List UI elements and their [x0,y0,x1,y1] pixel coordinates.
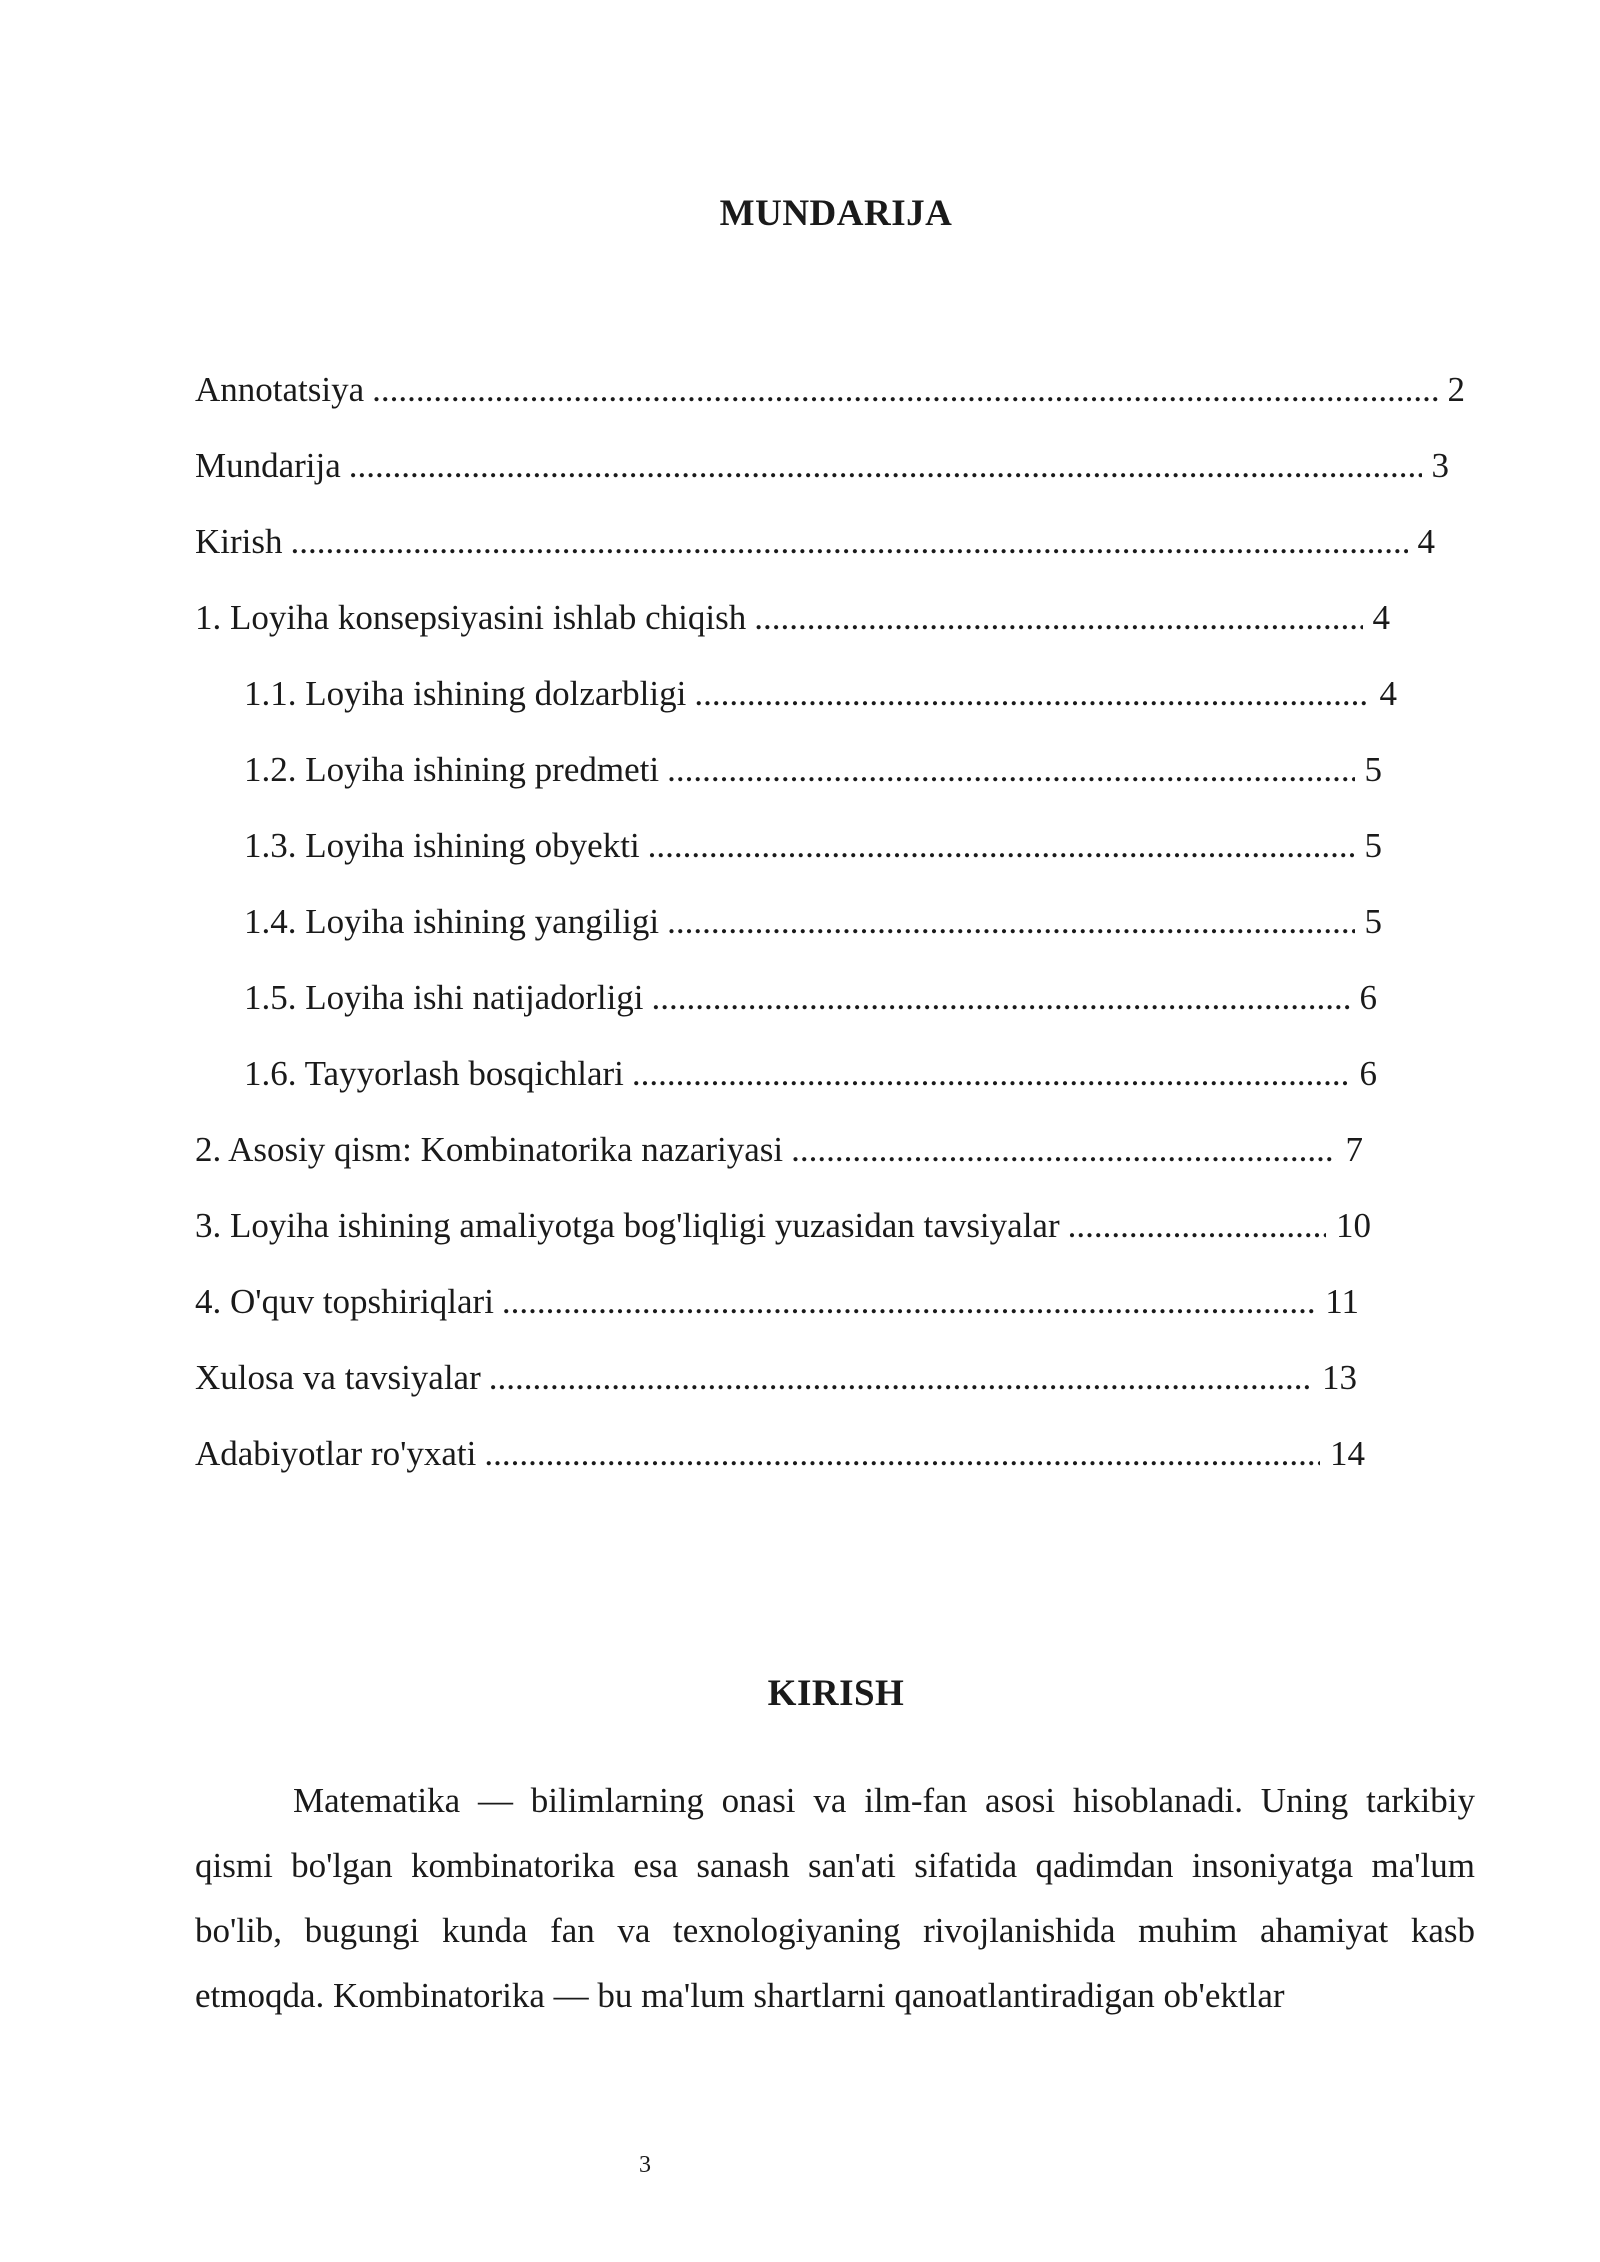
toc-entry-title: 1.3. Loyiha ishining obyekti [244,826,640,865]
toc-entry-title: 1.1. Loyiha ishining dolzarbligi [244,674,687,713]
toc-entry-page: 14 [1330,1434,1365,1473]
toc-entry-title: 1.6. Tayyorlash bosqichlari [244,1054,624,1093]
toc-entry-page: 2 [1447,370,1465,409]
toc-entry-title: 2. Asosiy qism: Kombinatorika nazariyasi [195,1130,784,1169]
toc-entry-title: Adabiyotlar ro'yxati [195,1434,477,1473]
toc-leader-dots [632,1052,1350,1096]
toc-entry-page: 7 [1345,1130,1363,1169]
toc-leader-dots [372,368,1437,412]
toc-entry-page: 4 [1372,598,1390,637]
toc-entry[interactable] [195,1356,1357,1400]
toc-entry-page: 5 [1364,750,1382,789]
toc-entry-page: 11 [1325,1282,1359,1321]
toc-entry[interactable] [195,520,1435,564]
toc-entry-page: 6 [1359,1054,1377,1093]
toc-leader-dots [667,748,1354,792]
toc-entry-title: Xulosa va tavsiyalar [195,1358,481,1397]
toc-entry[interactable] [195,1128,1363,1172]
toc-entry-page: 6 [1359,978,1377,1017]
toc-entry-page: 5 [1364,902,1382,941]
toc-entry-title: Mundarija [195,446,341,485]
toc-entry[interactable] [195,1280,1359,1324]
toc-entry-title: 1. Loyiha konsepsiyasini ishlab chiqish [195,598,747,637]
toc-entry[interactable] [195,1432,1365,1476]
toc-entry-page: 5 [1364,826,1382,865]
toc-entry-page: 13 [1322,1358,1357,1397]
toc-entry[interactable] [244,824,1382,868]
toc-leader-dots [667,900,1354,944]
toc-leader-dots [291,520,1408,564]
toc-leader-dots [694,672,1369,716]
toc-entry[interactable] [195,368,1465,412]
toc-entry-title: 4. O'quv topshiriqlari [195,1282,494,1321]
toc-leader-dots [502,1280,1315,1324]
toc-entry[interactable] [244,748,1382,792]
toc-entry-page: 4 [1379,674,1397,713]
toc-entry-title: 3. Loyiha ishining amaliyotga bog'liqligi yuzasidan tavsiyalar [195,1206,1060,1245]
page-number: 3 [639,2152,651,2178]
toc-leader-dots [349,444,1422,488]
toc-leader-dots [791,1128,1335,1172]
toc-entry-title: 1.5. Loyiha ishi natijadorligi [244,978,644,1017]
toc-leader-dots [484,1432,1320,1476]
toc-heading: MUNDARIJA [719,193,953,234]
toc-entry[interactable] [195,596,1390,640]
toc-entry[interactable] [244,1052,1377,1096]
toc-entry-page: 4 [1417,522,1435,561]
toc-entry[interactable] [244,900,1382,944]
toc-leader-dots [754,596,1362,640]
toc-entry[interactable] [244,976,1377,1020]
toc-entry-title: Kirish [195,522,283,561]
toc-entry-title: 1.2. Loyiha ishining predmeti [244,750,660,789]
toc-entry[interactable] [195,444,1449,488]
toc-leader-dots [489,1356,1312,1400]
toc-entry-title: 1.4. Loyiha ishining yangiligi [244,902,660,941]
toc-entry-title: Annotatsiya [195,370,365,409]
toc-entry[interactable] [195,1204,1371,1248]
toc-entry-page: 10 [1336,1206,1371,1245]
intro-paragraph: Matematika — bilimlarning onasi va ilm-fan asosi hisoblanadi. Uning tarkibiy qismi bo'lgan kombinatorika esa sanash san'ati sifatida qadimdan insoniyatga ma'lum bo'lib, bugungi kunda fan va texnologiyaning rivojlanishida muhim ahamiyat kasb etmoqda. Kombinatorika — bu ma'lum shartlarni qanoatlantiradigan ob'ektlar [195,1781,1475,2015]
toc-leader-dots [652,976,1350,1020]
toc-leader-dots [1068,1204,1326,1248]
toc-entry-page: 3 [1431,446,1449,485]
intro-heading: KIRISH [767,1673,905,1714]
toc-entry[interactable] [244,672,1397,716]
toc-leader-dots [648,824,1355,868]
